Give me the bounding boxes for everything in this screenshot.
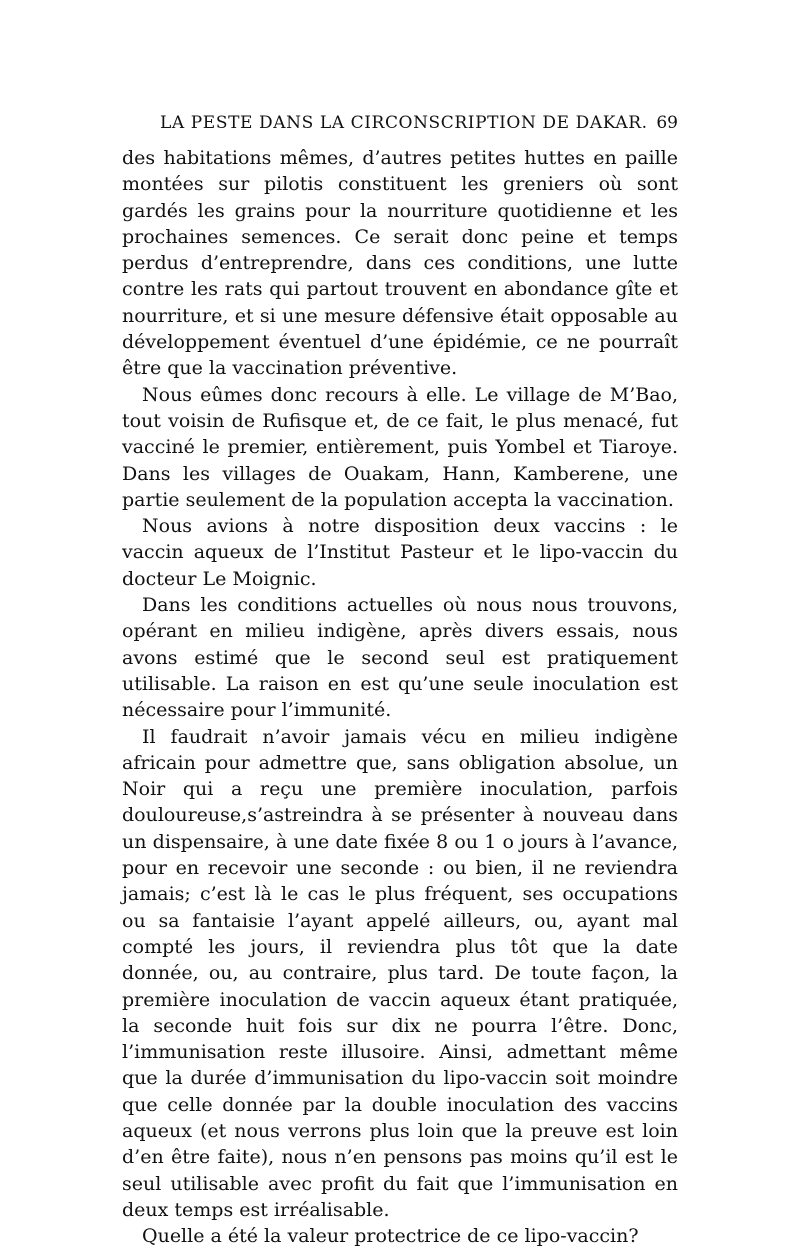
body-text bbox=[122, 145, 678, 1249]
paragraph-current-conditions: Dans les conditions actuelles où nous nous trouvons, opérant en milieu indigène, après divers essais, nous avons estimé que le second seul est pratiquement utilisable. La raison en est qu’une seule inoculation est nécessaire pour l’immunité. bbox=[122, 594, 678, 722]
paragraph-question: Quelle a été la valeur protectrice de ce lipo-vaccin? bbox=[142, 1225, 639, 1248]
running-title: LA PESTE DANS LA CIRCONSCRIPTION DE DAKAR. bbox=[160, 113, 648, 133]
page-number: 69 bbox=[656, 113, 678, 133]
paragraph-continuation: des habitations mêmes, d’autres petites huttes en paille montées sur pilotis constituent les greniers où sont gardés les grains pour la nourriture quotidienne et les prochaines semences. Ce serait donc peine et temps perdus d’entreprendre, dans ces conditions, une lutte contre les rats qui partout trouvent en abondance gîte et nourriture, et si une mesure défensive était opposable au développement éventuel d’une épidémie, ce ne pourraît être que la vaccination préventive. bbox=[122, 147, 678, 380]
running-head bbox=[122, 113, 678, 141]
paragraph-single-inoculation-argument: Il faudrait n’avoir jamais vécu en milieu indigène africain pour admettre que, sans obligation absolue, un Noir qui a reçu une première inoculation, parfois douloureuse,s’astreindra à se présenter à nouveau dans un dispensaire, à une date fixée 8 ou 1 o jours à l’avance, pour en recevoir une seconde : ou bien, il ne reviendra jamais; c’est là le cas le plus fréquent, ses occupations ou sa fantaisie l’ayant appelé ailleurs, ou, ayant mal compté les jours, il reviendra plus tôt que la date donnée, ou, au contraire, plus tard. De toute façon, la première inoculation de vaccin aqueux étant pratiquée, la seconde huit fois sur dix ne pourra l’être. Donc, l’immunisation reste illusoire. Ainsi, admettant même que la durée d’immunisation du lipo-vaccin soit moindre que celle donnée par la double inoculation des vaccins aqueux (et nous verrons plus loin que la preuve est loin d’en être faite), nous n’en pensons pas moins qu’il est le seul utilisable avec profit du fait que l’immunisation en deux temps est irréalisable. bbox=[122, 725, 678, 1221]
paragraph-vaccination-villages: Nous eûmes donc recours à elle. Le village de M’Bao, tout voisin de Rufisque et, de ce fait, le plus menacé, fut vacciné le premier, entièrement, puis Yombel et Tiaroye. Dans les villages de Ouakam, Hann, Kamberene, une partie seulement de la population accepta la vaccination. bbox=[122, 383, 678, 511]
paragraph-two-vaccines: Nous avions à notre disposition deux vaccins : le vaccin aqueux de l’Institut Pasteur et le lipo-vaccin du docteur Le Moignic. bbox=[122, 515, 678, 590]
